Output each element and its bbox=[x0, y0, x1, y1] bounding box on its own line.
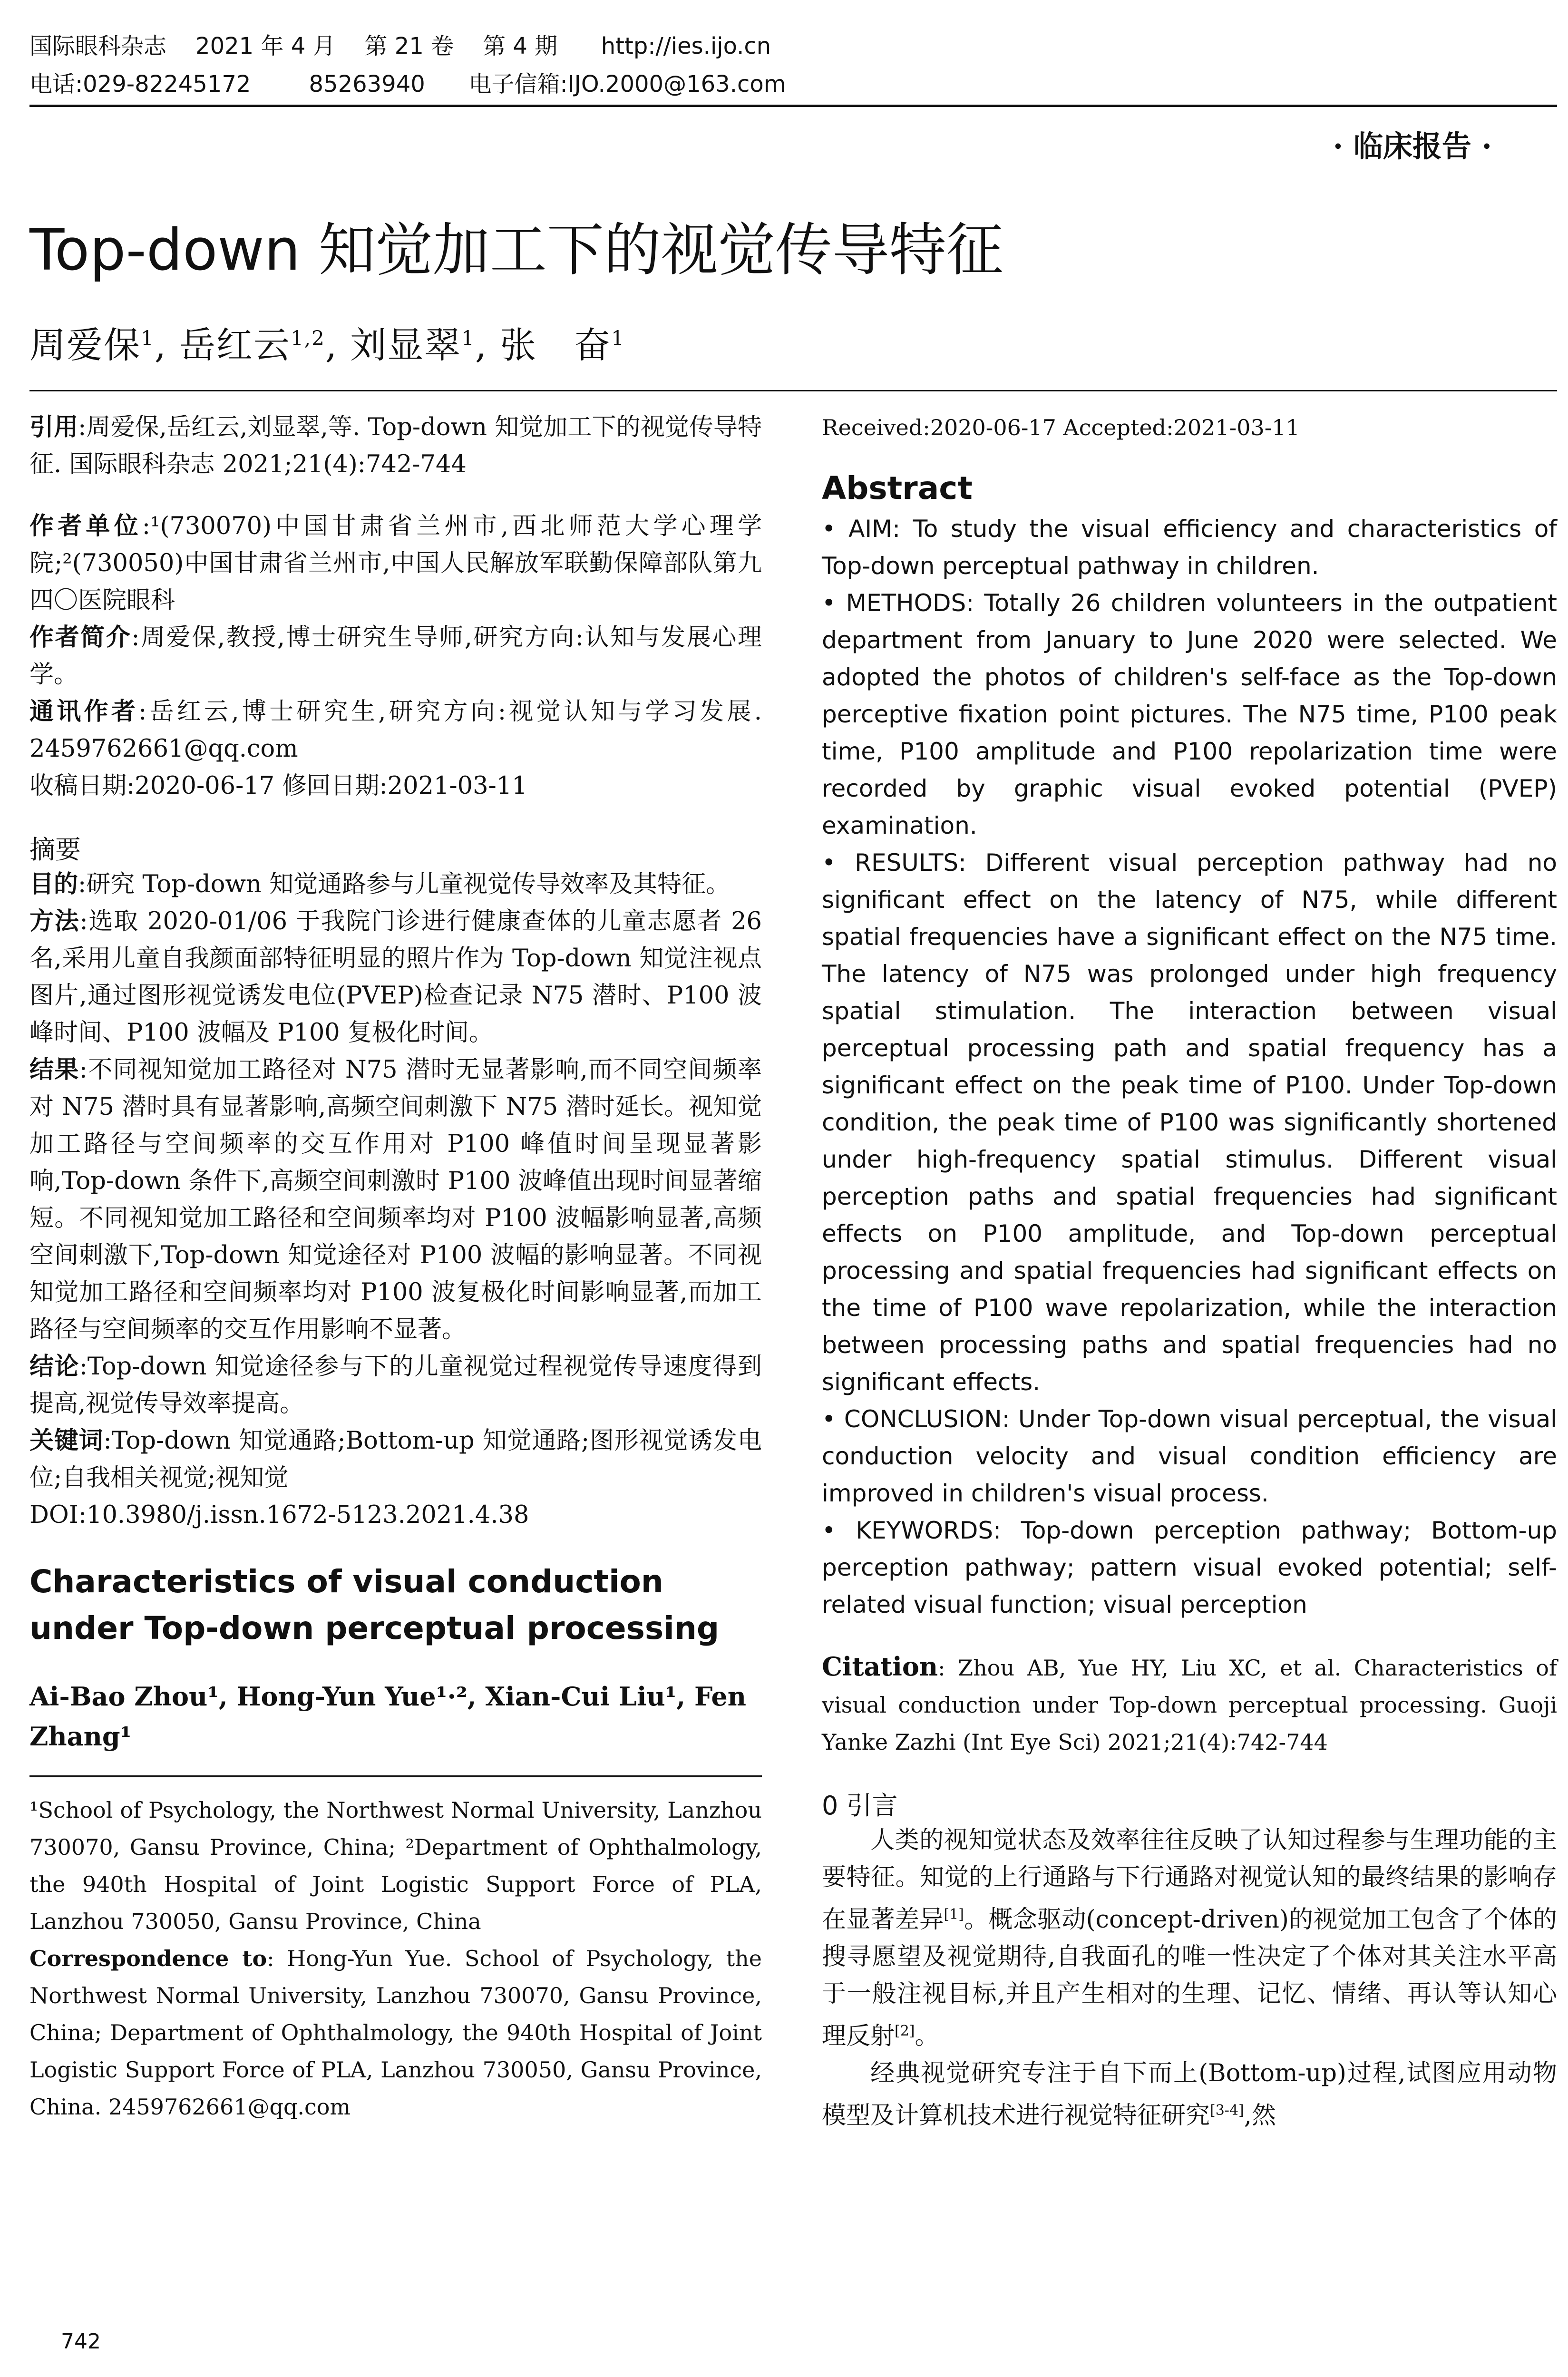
author-list: 周爱保$^1$, 岳红云$^{1,2}$, 刘显翠$^1$, 张 奋$^1$ bbox=[29, 324, 625, 366]
abstract-cn-results: 结果:不同视知觉加工路径对 N75 潜时无显著影响,而不同空间频率对 N75 潜时具有显著影响,高频空间刺激下 N75 潜时延长。视知觉加工路径与空间频率的交互作用对 P100 峰值时间呈现显著影响,Top-down 条件下,高频空间刺激时 P100 波峰值出现时间显著缩短。不同视知觉加工路径和空间频率均对 P100 波幅影响显著,高频空间刺激下,Top-down 知觉途径对 P100 波幅的影响显著。不同视知觉加工路径和空间频率均对 P100 波复极化时间影响显著,而加工路径与空间频率的交互作用影响不显著。 bbox=[29, 1056, 762, 1344]
page-number: 742 bbox=[61, 2329, 101, 2354]
dates-en: Received:2020-06-17 Accepted:2021-03-11 bbox=[822, 415, 1300, 440]
author-aff: 1 bbox=[611, 326, 625, 350]
author-aff: 1 bbox=[461, 326, 475, 350]
affiliation-rule bbox=[29, 1775, 762, 1777]
abstract-en-heading: Abstract bbox=[822, 470, 973, 507]
english-authors: Ai-Bao Zhou¹, Hong-Yun Yue¹·², Xian-Cui Liu¹, Fen Zhang¹ bbox=[29, 1681, 746, 1752]
bio-cn: 作者简介:周爱保,教授,博士研究生导师,研究方向:认知与发展心理学。 bbox=[29, 623, 762, 689]
abstract-en-conclusion: • CONCLUSION: Under Top-down visual perceptual, the visual conduction velocity and visual condition efficiency are improved in children's visual process. bbox=[822, 1405, 1557, 1507]
abstract-cn-conclusion: 结论:Top-down 知觉途径参与下的儿童视觉过程视觉传导速度得到提高,视觉传导效率提高。 bbox=[29, 1353, 762, 1418]
author-name: 岳红云 bbox=[179, 324, 291, 366]
citation-cn: 引用:周爱保,岳红云,刘显翠,等. Top-down 知觉加工下的视觉传导特征. 国际眼科杂志 2021;21(4):742-744 bbox=[29, 413, 762, 478]
section-tag: · 临床报告 · bbox=[1333, 129, 1492, 164]
intro-paragraph-2: 经典视觉研究专注于自下而上(Bottom-up)过程,试图应用动物模型及计算机技术进行视觉特征研究[3-4],然 bbox=[822, 2059, 1557, 2130]
left-column bbox=[29, 409, 762, 2125]
abstract-cn-keywords: 关键词:Top-down 知觉通路;Bottom-up 知觉通路;图形视觉诱发电位;自我相关视觉;视知觉 bbox=[29, 1427, 762, 1492]
abstract-cn-methods: 方法:选取 2020-01/06 于我院门诊进行健康查体的儿童志愿者 26 名,采用儿童自我颜面部特征明显的照片作为 Top-down 知觉注视点图片,通过图形视觉诱发电位(PVEP)检查记录 N75 潜时、P100 波峰时间、P100 波幅及 P100 复极化时间。 bbox=[29, 907, 762, 1047]
article-title: Top-down 知觉加工下的视觉传导特征 bbox=[29, 217, 1003, 283]
author-name: 周爱保 bbox=[29, 324, 141, 366]
intro-heading: 0 引言 bbox=[822, 1791, 898, 1821]
author-name: 刘显翠 bbox=[350, 324, 462, 366]
author-name: 张 奋 bbox=[500, 324, 612, 366]
correspondence: Correspondence to: Hong-Yun Yue. School of Psychology, the Northwest Normal University, Lanzhou 730070, Gansu Province, China; Department of Ophthalmology, the 940th Hospital of Joint Logistic Support Force of PLA, Lanzhou 730050, Gansu Province, China. 2459762661@qq.com bbox=[29, 1946, 762, 2120]
abstract-cn-heading: 摘要 bbox=[29, 835, 81, 865]
dates-cn: 收稿日期:2020-06-17 修回日期:2021-03-11 bbox=[29, 772, 527, 800]
abstract-en-aim: • AIM: To study the visual efficiency and characteristics of Top-down perceptual pathway in children. bbox=[822, 515, 1557, 580]
affiliation-cn: 作者单位:¹(730070)中国甘肃省兰州市,西北师范大学心理学院;²(730050)中国甘肃省兰州市,中国人民解放军联勤保障部队第九四〇医院眼科 bbox=[29, 512, 762, 614]
author-aff: 1 bbox=[141, 326, 155, 350]
doi: DOI:10.3980/j.issn.1672-5123.2021.4.38 bbox=[29, 1501, 529, 1529]
right-column bbox=[822, 409, 1557, 2134]
abstract-en-keywords: • KEYWORDS: Top-down perception pathway; Bottom-up perception pathway; pattern visual evoked potential; self-related visual function; visual perception bbox=[822, 1517, 1557, 1618]
english-title: Characteristics of visual conduction under Top-down perceptual processing bbox=[29, 1563, 720, 1646]
journal-header-line2: 电话:029-82245172 85263940 电子信箱:IJO.2000@163.com bbox=[29, 71, 786, 97]
intro-paragraph-1: 人类的视知觉状态及效率往往反映了认知过程参与生理功能的主要特征。知觉的上行通路与下行通路对视觉认知的最终结果的影响存在显著差异[1]。概念驱动(concept-driven)的视觉加工包含了个体的搜寻愿望及视觉期待,自我面孔的唯一性决定了个体对其关注水平高于一般注视目标,并且产生相对的生理、记忆、情绪、再认等认知心理反射[2]。 bbox=[822, 1826, 1557, 2050]
contact-cn: 通讯作者:岳红云,博士研究生,研究方向:视觉认知与学习发展. 2459762661@qq.com bbox=[29, 698, 762, 763]
abstract-en-results: • RESULTS: Different visual perception pathway had no significant effect on the latency of N75, while different spatial frequencies have a significant effect on the N75 time. The latency of N75 was prolonged under high frequency spatial stimulation. The interaction between visual perceptual processing path and spatial frequency has a significant effect on the peak time of P100. Under Top-down condition, the peak time of P100 was significantly shortened under high-frequency spatial stimulus. Different visual perception paths and spatial frequencies had significant effects on P100 amplitude, and Top-down perceptual processing and spatial frequencies had significant effects on the time of P100 wave repolarization, while the interaction between processing paths and spatial frequencies had no significant effects. bbox=[822, 849, 1557, 1396]
abstract-cn-aim: 目的:研究 Top-down 知觉通路参与儿童视觉传导效率及其特征。 bbox=[29, 870, 730, 898]
header-rule bbox=[29, 105, 1557, 107]
citation-en: Citation: Zhou AB, Yue HY, Liu XC, et al. Characteristics of visual conduction under Top-down perceptual processing. Guoji Yanke Zazhi (Int Eye Sci) 2021;21(4):742-744 bbox=[822, 1651, 1557, 1755]
author-aff: 1,2 bbox=[291, 326, 325, 350]
abstract-en-methods: • METHODS: Totally 26 children volunteers in the outpatient department from January to June 2020 were selected. We adopted the photos of children's self-face as the Top-down perceptive fixation point pictures. The N75 time, P100 peak time, P100 amplitude and P100 repolarization time were recorded by graphic visual evoked potential (PVEP) examination. bbox=[822, 589, 1557, 839]
english-affiliation: ¹School of Psychology, the Northwest Normal University, Lanzhou 730070, Gansu Province, China; ²Department of Ophthalmology, the 940th Hospital of Joint Logistic Support Force of PLA, Lanzhou 730050, Gansu Province, China bbox=[29, 1797, 762, 1934]
title-rule bbox=[29, 390, 1557, 391]
journal-header-line1: 国际眼科杂志 2021 年 4 月 第 21 卷 第 4 期 http://ies.ijo.cn bbox=[29, 33, 771, 59]
